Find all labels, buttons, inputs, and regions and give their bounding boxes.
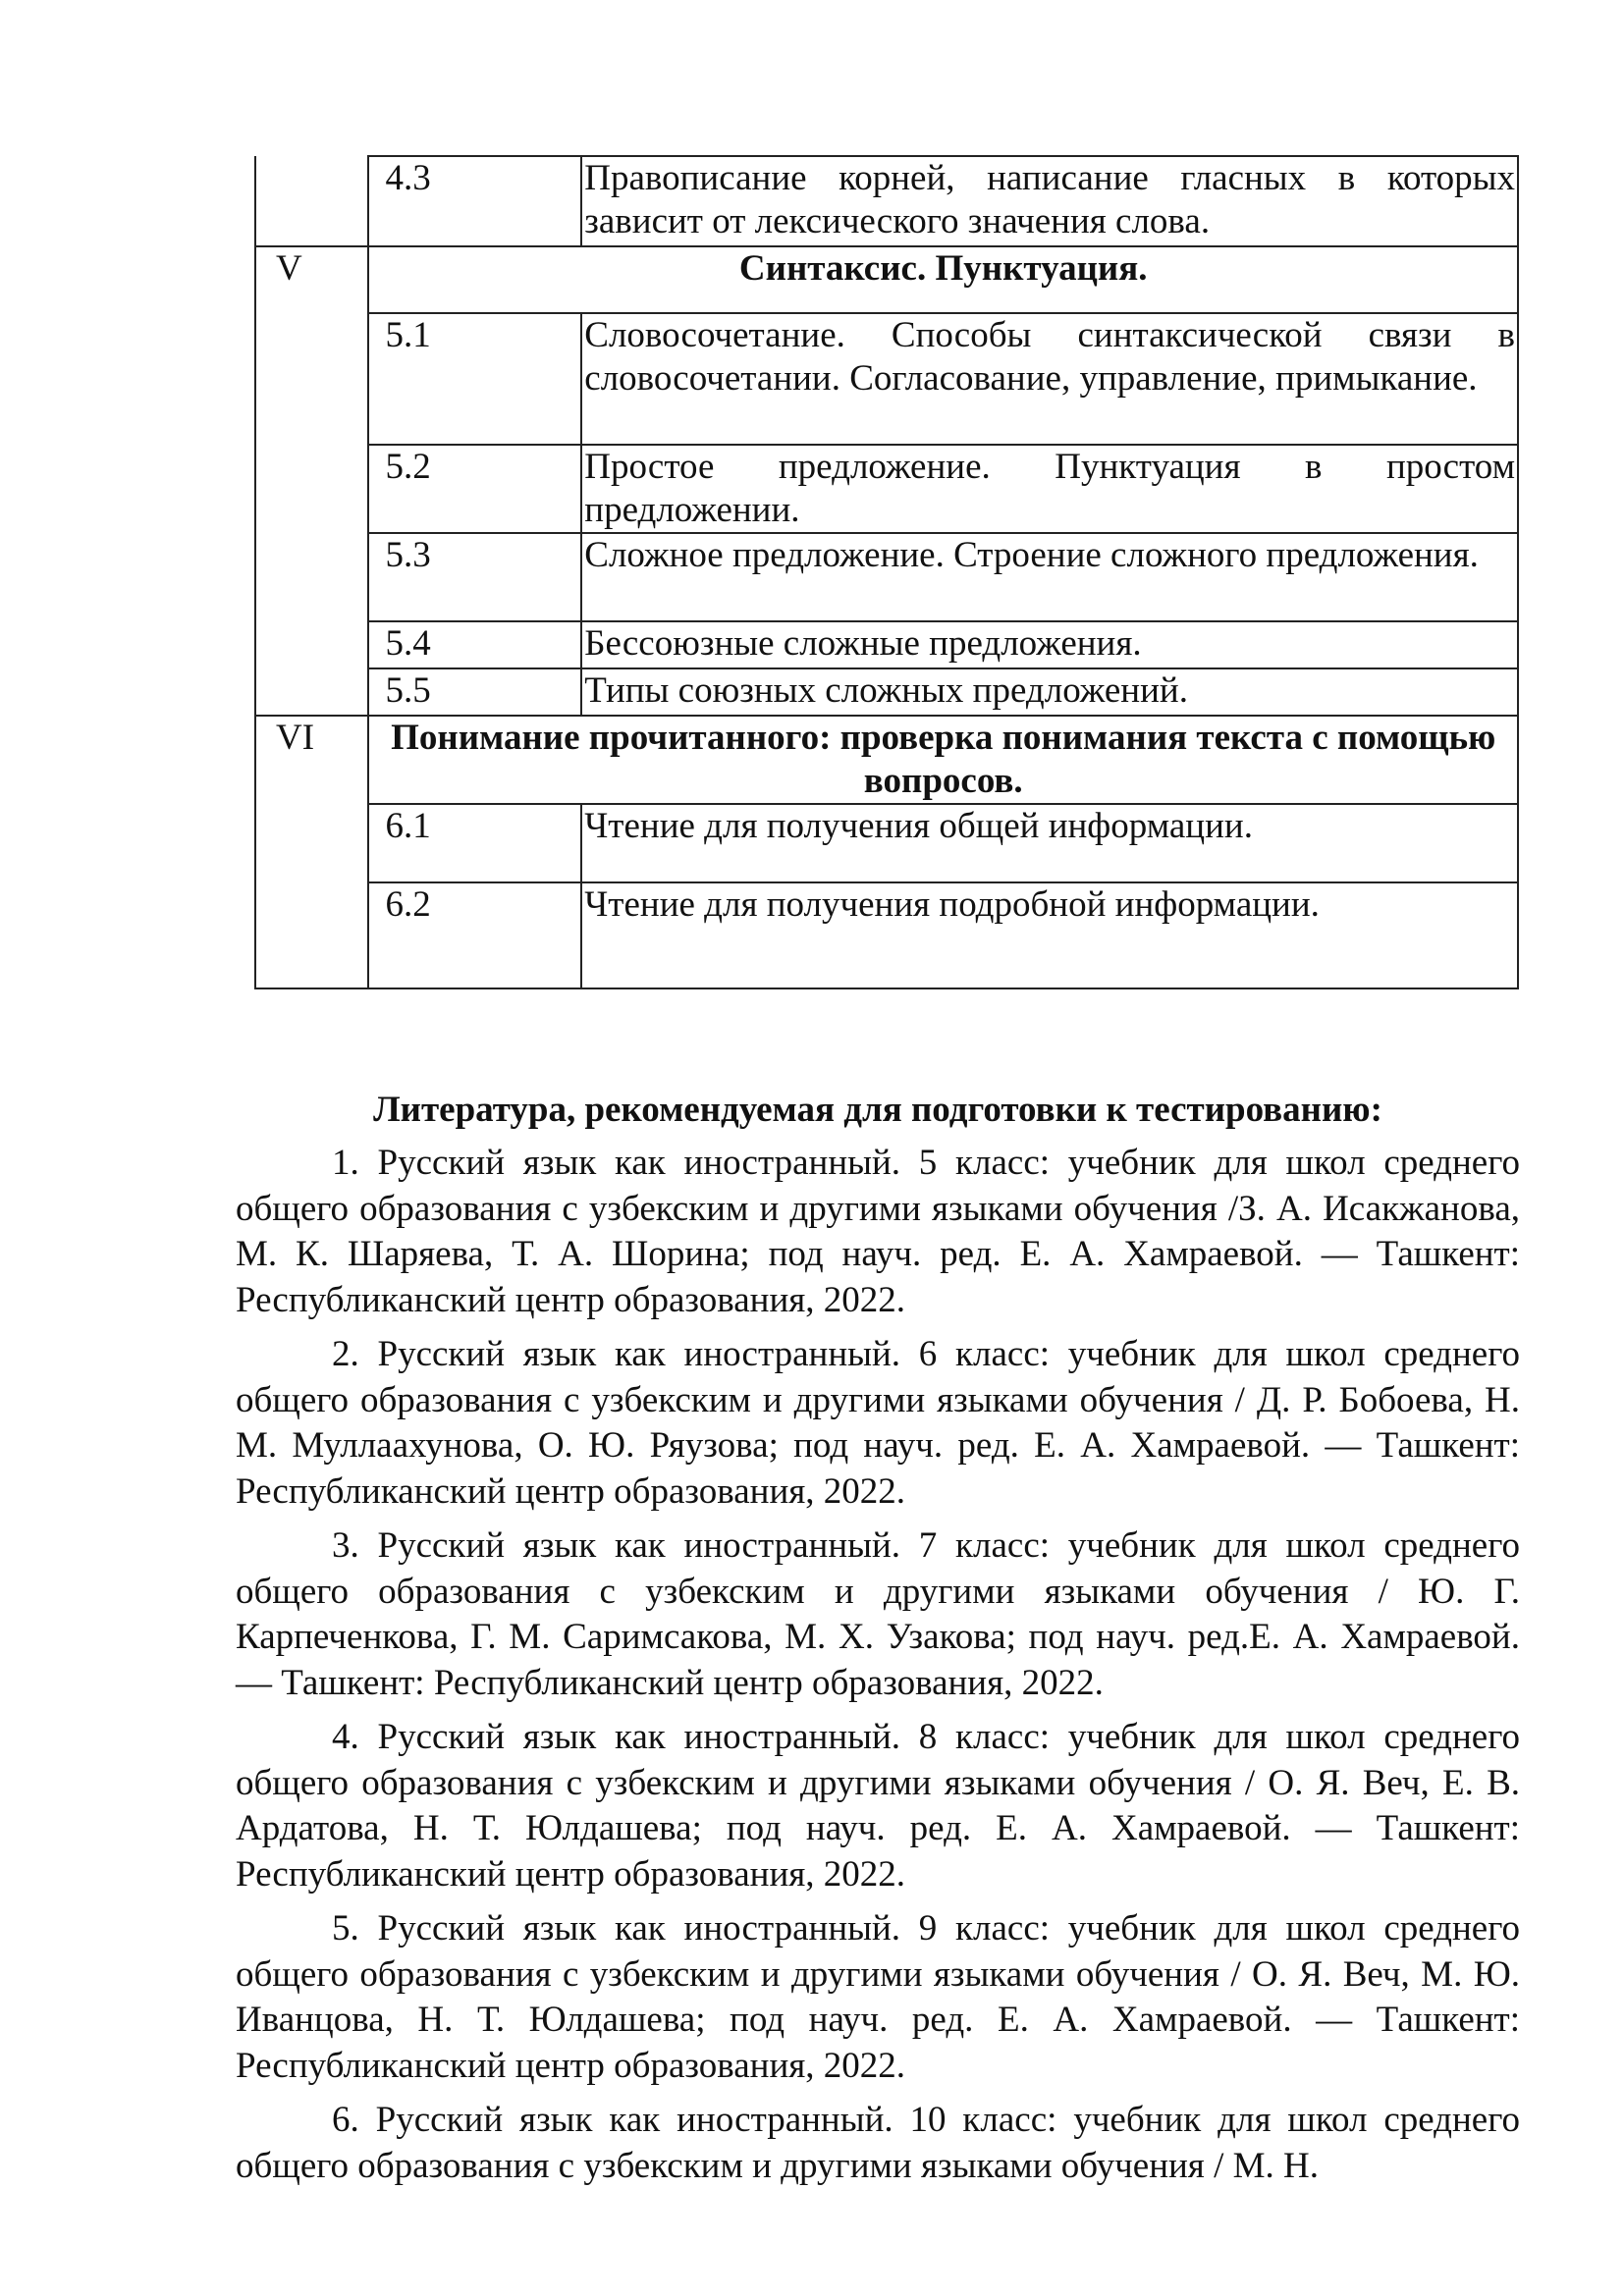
item-number: 5.1: [368, 313, 581, 445]
item-number: 5.5: [368, 668, 581, 716]
section-row: [255, 716, 1518, 804]
item-text: Сложное предложение. Строение сложного предложения.: [581, 533, 1518, 621]
section-row: [255, 246, 1518, 313]
item-text: Словосочетание. Способы синтаксической связи в словосочетании. Согласование, управление, примыкание.: [581, 313, 1518, 445]
item-text: Типы союзных сложных предложений.: [581, 668, 1518, 716]
list-item: 4. Русский язык как иностранный. 8 класс: учебник для школ среднего общего образования с узбекским и другими языками обучения / О. Я. Веч, Е. В. Ардатова, Н. Т. Юлдашева; под науч. ред. Е. А. Хамраевой. — Ташкент: Республиканский центр образования, 2022.: [236, 1717, 1520, 1895]
literature-list: [236, 1141, 1520, 2198]
item-number: 6.2: [368, 882, 581, 988]
item-text: Простое предложение. Пунктуация в простом предложении.: [581, 445, 1518, 533]
section-title: Синтаксис. Пунктуация.: [368, 246, 1518, 313]
item-number: 5.3: [368, 533, 581, 621]
table-row: [255, 156, 1518, 246]
section-cell: [255, 156, 368, 246]
section-roman: V: [255, 246, 368, 313]
item-text: Чтение для получения общей информации.: [581, 804, 1518, 882]
item-number: 6.1: [368, 804, 581, 882]
table-row: [255, 882, 1518, 988]
list-item: 3. Русский язык как иностранный. 7 класс: учебник для школ среднего общего образования с узбекским и другими языками обучения / Ю. Г. Карпеченкова, Г. М. Саримсакова, М. Х. Узакова; под науч. ред.Е. А. Хамраевой. — Ташкент: Республиканский центр образования, 2022.: [236, 1525, 1520, 1703]
item-number: 5.2: [368, 445, 581, 533]
table-row: [255, 313, 1518, 445]
list-item: 5. Русский язык как иностранный. 9 класс: учебник для школ среднего общего образования с узбекским и другими языками обучения / О. Я. Веч, М. Ю. Иванцова, Н. Т. Юлдашева; под науч. ред. Е. А. Хамраевой. — Ташкент: Республиканский центр образования, 2022.: [236, 1908, 1520, 2086]
curriculum-table: [254, 155, 1519, 989]
table-row: [255, 621, 1518, 668]
list-item: 2. Русский язык как иностранный. 6 класс: учебник для школ среднего общего образования с узбекским и другими языками обучения / Д. Р. Бобоева, Н. М. Муллаахунова, О. Ю. Ряузова; под науч. ред. Е. А. Хамраевой. — Ташкент: Республиканский центр образования, 2022.: [236, 1334, 1520, 1512]
item-text: Бессоюзные сложные предложения.: [581, 621, 1518, 668]
list-item: 6. Русский язык как иностранный. 10 класс: учебник для школ среднего общего образования с узбекским и другими языками обучения / М. Н.: [236, 2100, 1520, 2186]
list-item: 1. Русский язык как иностранный. 5 класс: учебник для школ среднего общего образования с узбекским и другими языками обучения /З. А. Исакжанова, М. К. Шаряева, Т. А. Шорина; под науч. ред. Е. А. Хамраевой. — Ташкент: Республиканский центр образования, 2022.: [236, 1143, 1520, 1320]
item-number: 5.4: [368, 621, 581, 668]
table-row: [255, 533, 1518, 621]
item-text: Правописание корней, написание гласных в которых зависит от лексического значения слова.: [581, 156, 1518, 246]
section-roman: VI: [255, 716, 368, 804]
table-row: [255, 804, 1518, 882]
literature-title: Литература, рекомендуемая для подготовки к тестированию:: [373, 1090, 1382, 1130]
section-title: Понимание прочитанного: проверка понимания текста с помощью вопросов.: [368, 716, 1518, 804]
table-row: [255, 445, 1518, 533]
item-text: Чтение для получения подробной информации.: [581, 882, 1518, 988]
table-row: [255, 668, 1518, 716]
item-number: 4.3: [368, 156, 581, 246]
